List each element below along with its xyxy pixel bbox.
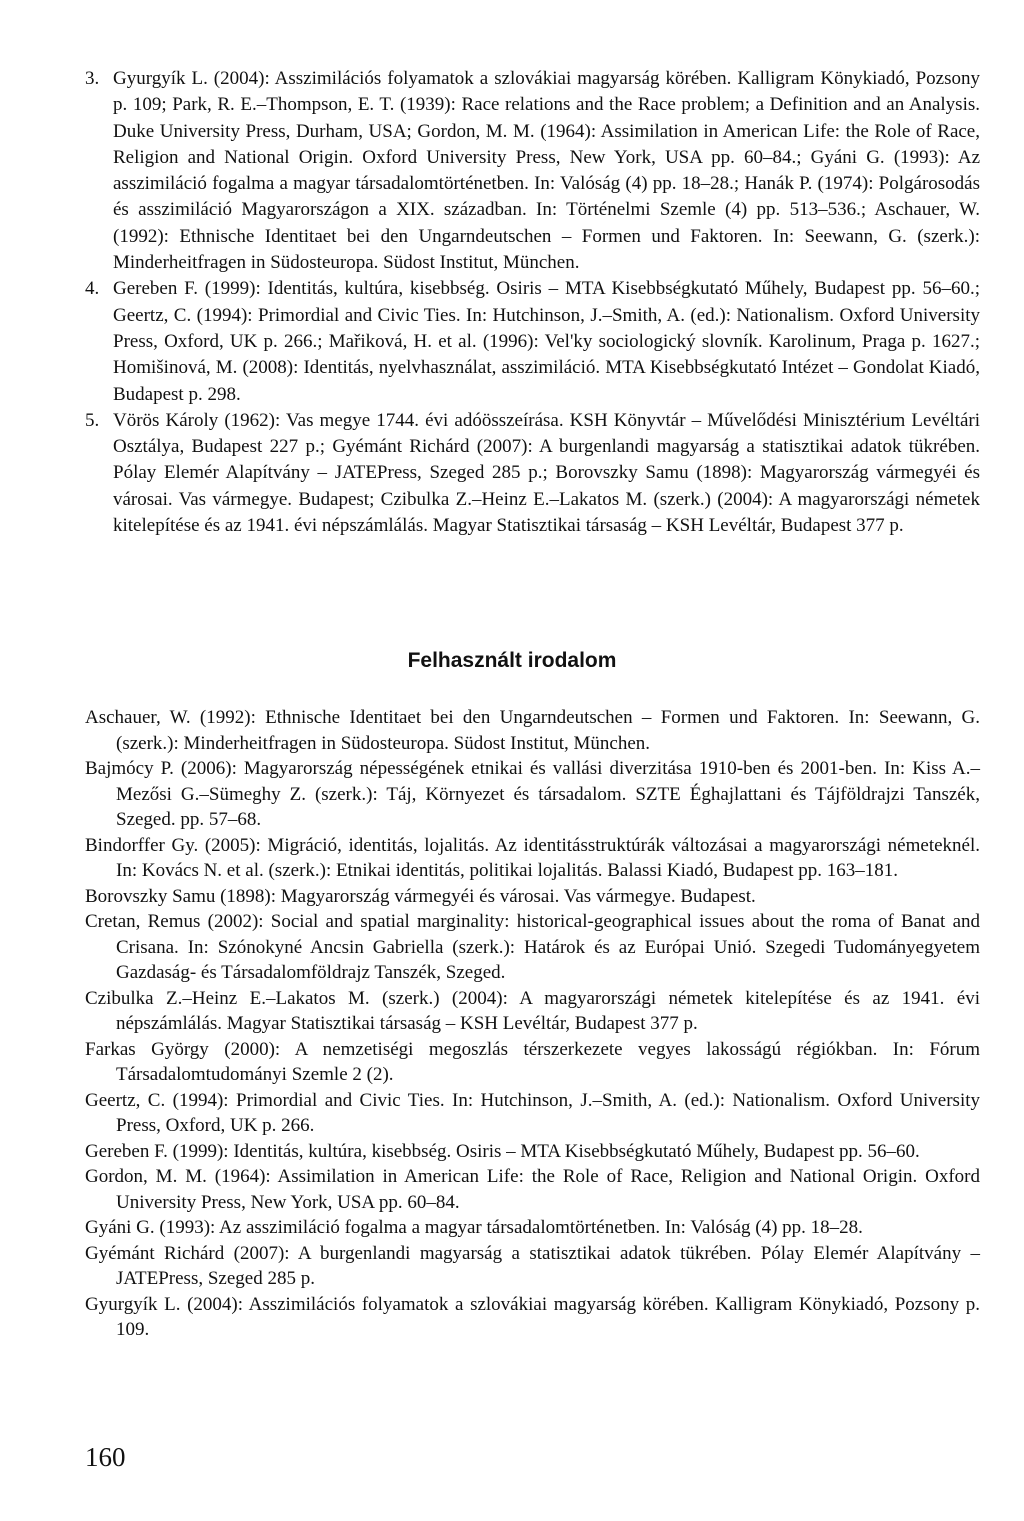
- reference-entry: Borovszky Samu (1898): Magyarország vármegyéi és városai. Vas vármegye. Budapest.: [85, 885, 756, 907]
- reference-entry: Gyáni G. (1993): Az asszimiláció fogalma a magyar társadalomtörténetben. In: Valóság (4) pp. 18–28.: [85, 1217, 863, 1238]
- reference-list: [85, 705, 980, 1343]
- endnote: [85, 276, 980, 407]
- reference-entry: Geertz, C. (1994): Primordial and Civic Ties. In: Hutchinson, J.–Smith, A. (ed.): Nationalism. Oxford University Press, Oxford, UK p. 266.: [85, 1089, 980, 1136]
- reference-entry: Bindorffer Gy. (2005): Migráció, identitás, lojalitás. Az identitásstruktúrák változásai a magyarországi németeknél. In: Kovács N. et al. (szerk.): Etnikai identitás, politikai lojalitás. Balassi Kiadó, Budapest pp. 163–181.: [85, 834, 980, 881]
- endnotes: [85, 66, 980, 539]
- endnote: [85, 408, 980, 539]
- endnote: [85, 66, 980, 276]
- page-number: 160: [85, 1442, 126, 1472]
- reference-entry: Gordon, M. M. (1964): Assimilation in American Life: the Role of Race, Religion and National Origin. Oxford University Press, New York, USA pp. 60–84.: [85, 1166, 980, 1213]
- endnote-number: 5.: [85, 409, 100, 431]
- reference-entry: Gereben F. (1999): Identitás, kultúra, kisebbség. Osiris – MTA Kisebbségkutató Műhely, Budapest pp. 56–60.: [85, 1140, 920, 1162]
- reference-entry: Farkas György (2000): A nemzetiségi megoszlás térszerkezete vegyes lakosságú régiókban. In: Fórum Társadalomtudományi Szemle 2 (2).: [85, 1038, 980, 1085]
- endnote-text: Gyurgyík L. (2004): Asszimilációs folyamatok a szlovákiai magyarság körében. Kalligram Könykiadó, Pozsony p. 109; Park, R. E.–Thompson, E. T. (1939): Race relations and the Race problem; a Definition and an Analysis. Duke University Press, Durham, USA; Gordon, M. M. (1964): Assimilation in American Life: the Role of Race, Religion and National Origin. Oxford University Press, New York, USA pp. 60–84.; Gyáni G. (1993): Az asszimiláció fogalma a magyar társadalomtörténetben. In: Valóság (4) pp. 18–28.; Hanák P. (1974): Polgárosodás és asszimiláció Magyarországon a XIX. században. In: Történelmi Szemle (4) pp. 513–536.; Aschauer, W. (1992): Ethnische Identitaet bei den Ungarndeutschen – Formen und Faktoren. In: Seewann, G. (szerk.): Minderheitfragen in Südosteuropa. Südost Institut, München.: [113, 68, 980, 274]
- reference-entry: Aschauer, W. (1992): Ethnische Identitaet bei den Ungarndeutschen – Formen und Faktoren. In: Seewann, G. (szerk.): Minderheitfragen in Südosteuropa. Südost Institut, München.: [85, 707, 980, 754]
- reference-entry: Gyurgyík L. (2004): Asszimilációs folyamatok a szlovákiai magyarság körében. Kalligram Könykiadó, Pozsony p. 109.: [85, 1293, 980, 1340]
- reference-entry: Czibulka Z.–Heinz E.–Lakatos M. (szerk.) (2004): A magyarországi németek kitelepítése és az 1941. évi népszámlálás. Magyar Statisztikai társaság – KSH Levéltár, Budapest 377 p.: [85, 987, 980, 1034]
- section-heading: Felhasznált irodalom: [407, 649, 617, 672]
- reference-entry: Cretan, Remus (2002): Social and spatial marginality: historical-geographical issues about the roma of Banat and Crisana. In: Szónokyné Ancsin Gabriella (szerk.): Határok és az Európai Unió. Szegedi Tudományegyetem Gazdaság- és Társadalomföldrajz Tanszék, Szeged.: [85, 911, 980, 983]
- reference-entry: Bajmócy P. (2006): Magyarország népességének etnikai és vallási diverzitása 1910-ben és 2001-ben. In: Kiss A.–Mezősi G.–Sümeghy Z. (szerk.): Táj, Környezet és társadalom. SZTE Éghajlattani és Tájföldrajzi Tanszék, Szeged. pp. 57–68.: [85, 758, 980, 830]
- endnote-number: 3.: [85, 68, 100, 89]
- endnote-number: 4.: [85, 278, 100, 300]
- reference-entry: Gyémánt Richárd (2007): A burgenlandi magyarság a statisztikai adatok tükrében. Pólay Elemér Alapítvány – JATEPress, Szeged 285 p.: [85, 1242, 980, 1289]
- endnote-text: Gereben F. (1999): Identitás, kultúra, kisebbség. Osiris – MTA Kisebbségkutató Műhely, Budapest pp. 56–60.; Geertz, C. (1994): Primordial and Civic Ties. In: Hutchinson, J.–Smith, A. (ed.): Nationalism. Oxford University Press, Oxford, UK p. 266.; Mařiková, H. et al. (1996): Vel'ky sociologický slovník. Karolinum, Praga p. 1627.; Homišinová, M. (2008): Identitás, nyelvhasználat, asszimiláció. MTA Kisebbségkutató Intézet – Gondolat Kiadó, Budapest p. 298.: [113, 278, 980, 405]
- endnote-text: Vörös Károly (1962): Vas megye 1744. évi adóösszeírása. KSH Könyvtár – Művelődési Minisztérium Levéltári Osztálya, Budapest 227 p.; Gyémánt Richárd (2007): A burgenlandi magyarság a statisztikai adatok tükrében. Pólay Elemér Alapítvány – JATEPress, Szeged 285 p.; Borovszky Samu (1898): Magyarország vármegyéi és városai. Vas vármegye. Budapest; Czibulka Z.–Heinz E.–Lakatos M. (szerk.) (2004): A magyarországi németek kitelepítése és az 1941. évi népszámlálás. Magyar Statisztikai társaság – KSH Levéltár, Budapest 377 p.: [113, 409, 980, 537]
